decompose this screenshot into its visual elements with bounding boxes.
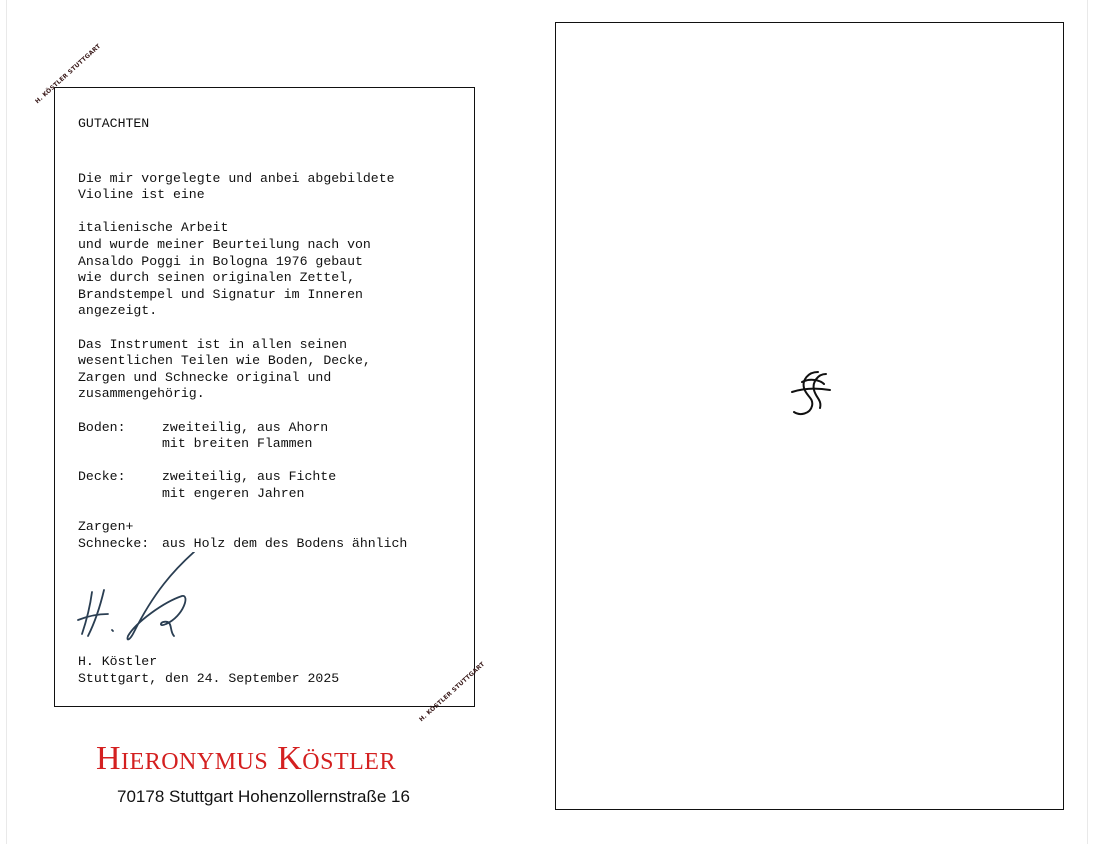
- intro-line: Violine ist eine: [78, 187, 205, 203]
- stamp-top-left: H. KÖSTLER STUTTGART: [34, 42, 103, 106]
- signer-name: H. Köstler: [78, 654, 158, 669]
- attribution-line: Brandstempel und Signatur im Inneren: [78, 286, 363, 302]
- boden-row-2: [78, 436, 407, 453]
- boden-line1: zweiteilig, aus Ahorn: [162, 419, 329, 435]
- schnecke-label: Schnecke:: [78, 535, 150, 551]
- attribution-line: italienische Arbeit: [78, 220, 229, 236]
- handwritten-signature: [74, 552, 234, 652]
- decke-line2: mit engeren Jahren: [162, 485, 305, 501]
- attribution-line: angezeigt.: [78, 303, 158, 319]
- intro-line: Die mir vorgelegte und anbei abgebildete: [78, 170, 395, 186]
- attribution-line: und wurde meiner Beurteilung nach von: [78, 236, 371, 252]
- attribution-line: Ansaldo Poggi in Bologna 1976 gebaut: [78, 253, 363, 269]
- page-edge-right: [1087, 0, 1088, 844]
- decke-line1: zweiteilig, aus Fichte: [162, 469, 337, 485]
- decke-row-2: [78, 486, 407, 503]
- condition-line: Zargen und Schnecke original und: [78, 369, 332, 385]
- certificate-text: [78, 116, 407, 552]
- condition-line: Das Instrument ist in allen seinen: [78, 336, 348, 352]
- zargen-label: Zargen+: [78, 519, 134, 535]
- schnecke-text: aus Holz dem des Bodens ähnlich: [162, 535, 408, 551]
- boden-line2: mit breiten Flammen: [162, 436, 313, 452]
- stamp-bottom-right: H. KÖSTLER STUTTGART: [418, 660, 487, 724]
- letterhead-address: 70178 Stuttgart Hohenzollernstraße 16: [117, 787, 410, 806]
- attribution-line: wie durch seinen originalen Zettel,: [78, 270, 355, 286]
- place-date: Stuttgart, den 24. September 2025: [78, 671, 340, 686]
- schnecke-row: [78, 536, 407, 553]
- monogram-icon: [788, 366, 832, 420]
- condition-line: zusammengehörig.: [78, 386, 205, 402]
- decke-label: Decke:: [78, 469, 126, 485]
- signature-block: [78, 653, 339, 687]
- boden-label: Boden:: [78, 419, 126, 435]
- letterhead-name: Hieronymus Köstler: [96, 740, 396, 777]
- document-title: GUTACHTEN: [78, 116, 150, 131]
- condition-line: wesentlichen Teilen wie Boden, Decke,: [78, 353, 371, 369]
- boden-row: [78, 420, 407, 437]
- decke-row: [78, 469, 407, 486]
- page-edge-left: [6, 0, 7, 844]
